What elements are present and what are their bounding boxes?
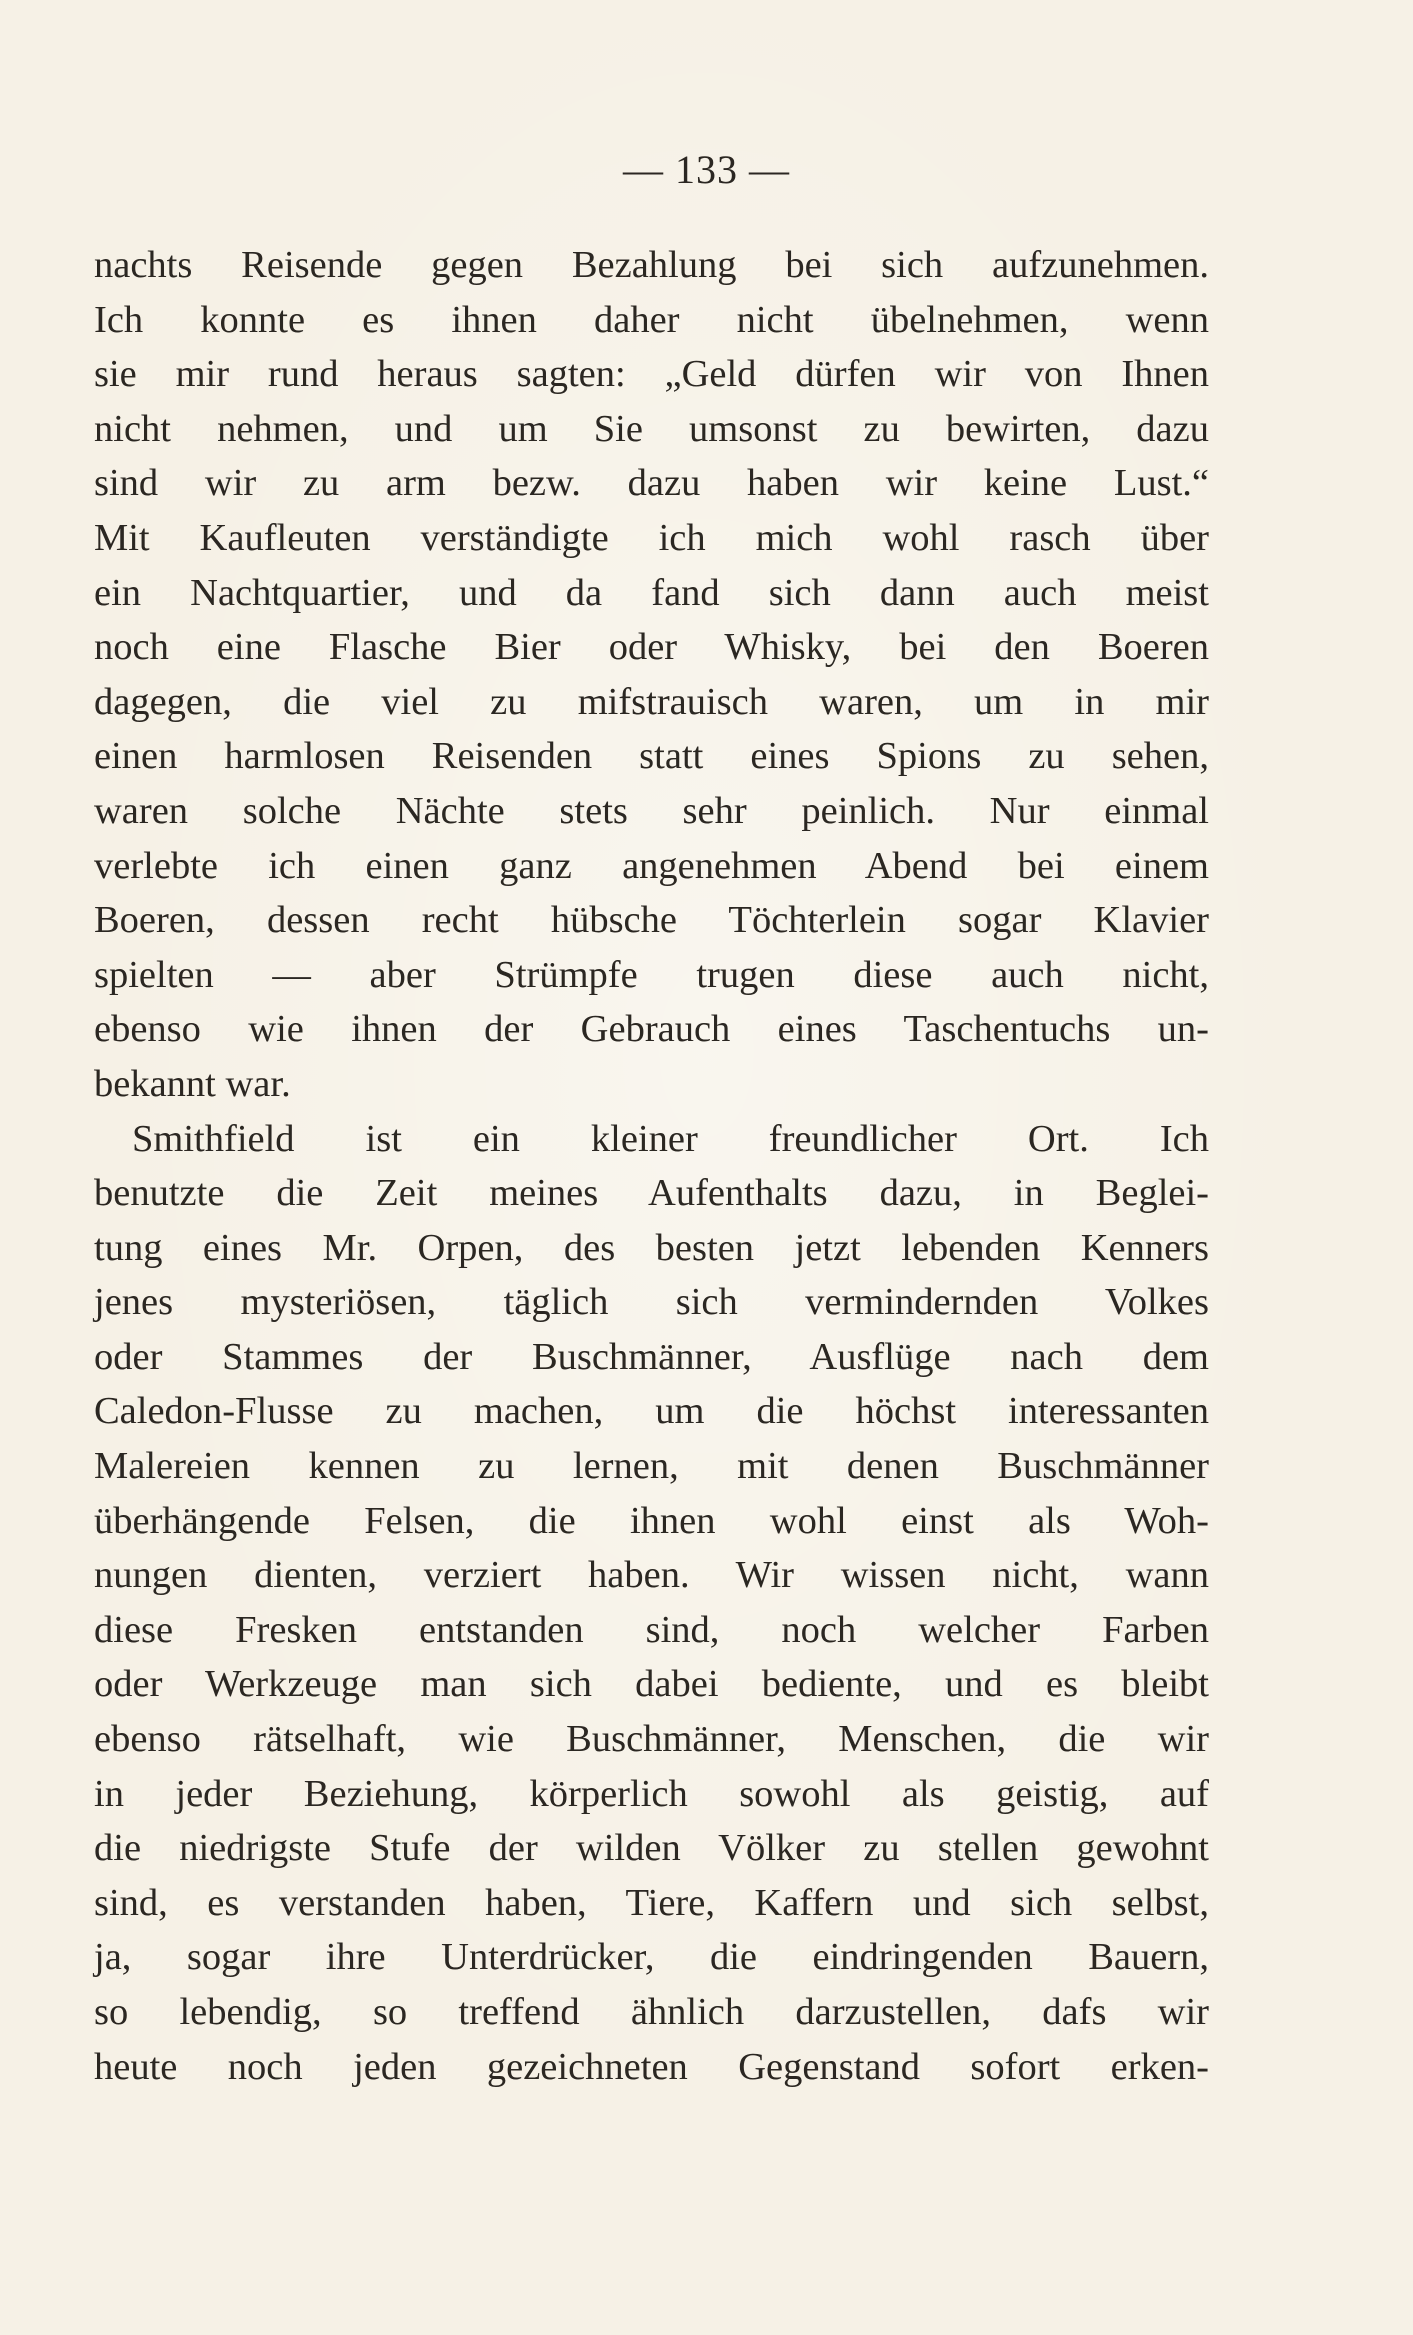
- text-line: so lebendig, so treffend ähnlich darzustellen, dafs wir: [94, 1991, 1209, 2033]
- text-line: spielten — aber Strümpfe trugen diese auch nicht,: [94, 953, 1209, 996]
- text-line: nachts Reisende gegen Bezahlung bei sich aufzunehmen.: [94, 244, 1209, 286]
- text-line: benutzte die Zeit meines Aufenthalts dazu, in Beglei-: [94, 1172, 1209, 1215]
- text-line: Malereien kennen zu lernen, mit denen Buschmänner: [94, 1445, 1209, 1488]
- text-line: überhängende Felsen, die ihnen wohl einst als Woh-: [94, 1499, 1209, 1542]
- text-line: oder Werkzeuge man sich dabei bediente, und es bleibt: [94, 1663, 1209, 1706]
- text-line: in jeder Beziehung, körperlich sowohl als geistig, auf: [94, 1772, 1209, 1815]
- text-line: einen harmlosen Reisenden statt eines Spions zu sehen,: [94, 735, 1209, 778]
- text-line: ja, sogar ihre Unterdrücker, die eindringenden Bauern,: [94, 1936, 1209, 1979]
- text-line: nungen dienten, verziert haben. Wir wissen nicht, wann: [94, 1554, 1209, 1597]
- text-line: ebenso rätselhaft, wie Buschmänner, Menschen, die wir: [94, 1718, 1209, 1761]
- text-line: Ich konnte es ihnen daher nicht übelnehmen, wenn: [94, 298, 1209, 341]
- text-line: noch eine Flasche Bier oder Whisky, bei den Boeren: [94, 626, 1209, 669]
- text-line: die niedrigste Stufe der wilden Völker zu stellen gewohnt: [94, 1827, 1209, 1870]
- text-line: tung eines Mr. Orpen, des besten jetzt lebenden Kenners: [94, 1226, 1209, 1269]
- text-line: Smithfield ist ein kleiner freundlicher Ort. Ich: [132, 1117, 1209, 1160]
- text-line: sind wir zu arm bezw. dazu haben wir keine Lust.“: [94, 462, 1209, 505]
- text-line: diese Fresken entstanden sind, noch welcher Farben: [94, 1608, 1209, 1651]
- text-line: Mit Kaufleuten verständigte ich mich wohl rasch über: [94, 516, 1209, 559]
- text-line: ebenso wie ihnen der Gebrauch eines Taschentuchs un-: [94, 1008, 1209, 1051]
- text-line: dagegen, die viel zu mifstrauisch waren, um in mir: [94, 680, 1209, 723]
- text-line: waren solche Nächte stets sehr peinlich. Nur einmal: [94, 789, 1209, 832]
- text-line: verlebte ich einen ganz angenehmen Abend bei einem: [94, 844, 1209, 887]
- text-line: oder Stammes der Buschmänner, Ausflüge nach dem: [94, 1335, 1209, 1378]
- text-line: Boeren, dessen recht hübsche Töchterlein sogar Klavier: [94, 899, 1209, 942]
- text-line: nicht nehmen, und um Sie umsonst zu bewirten, dazu: [94, 407, 1209, 450]
- text-line: heute noch jeden gezeichneten Gegenstand sofort erken-: [94, 2045, 1209, 2088]
- text-line: ein Nachtquartier, und da fand sich dann auch meist: [94, 571, 1209, 614]
- text-line: sind, es verstanden haben, Tiere, Kaffern und sich selbst,: [94, 1881, 1209, 1924]
- text-line: jenes mysteriösen, täglich sich vermindernden Volkes: [94, 1281, 1209, 1324]
- text-line: bekannt war.: [94, 1062, 291, 1105]
- text-line: Caledon-Flusse zu machen, um die höchst interessanten: [94, 1390, 1209, 1433]
- page-number: — 133 —: [623, 147, 790, 192]
- body-text: [94, 238, 1209, 2094]
- text-line: sie mir rund heraus sagten: „Geld dürfen wir von Ihnen: [94, 353, 1209, 396]
